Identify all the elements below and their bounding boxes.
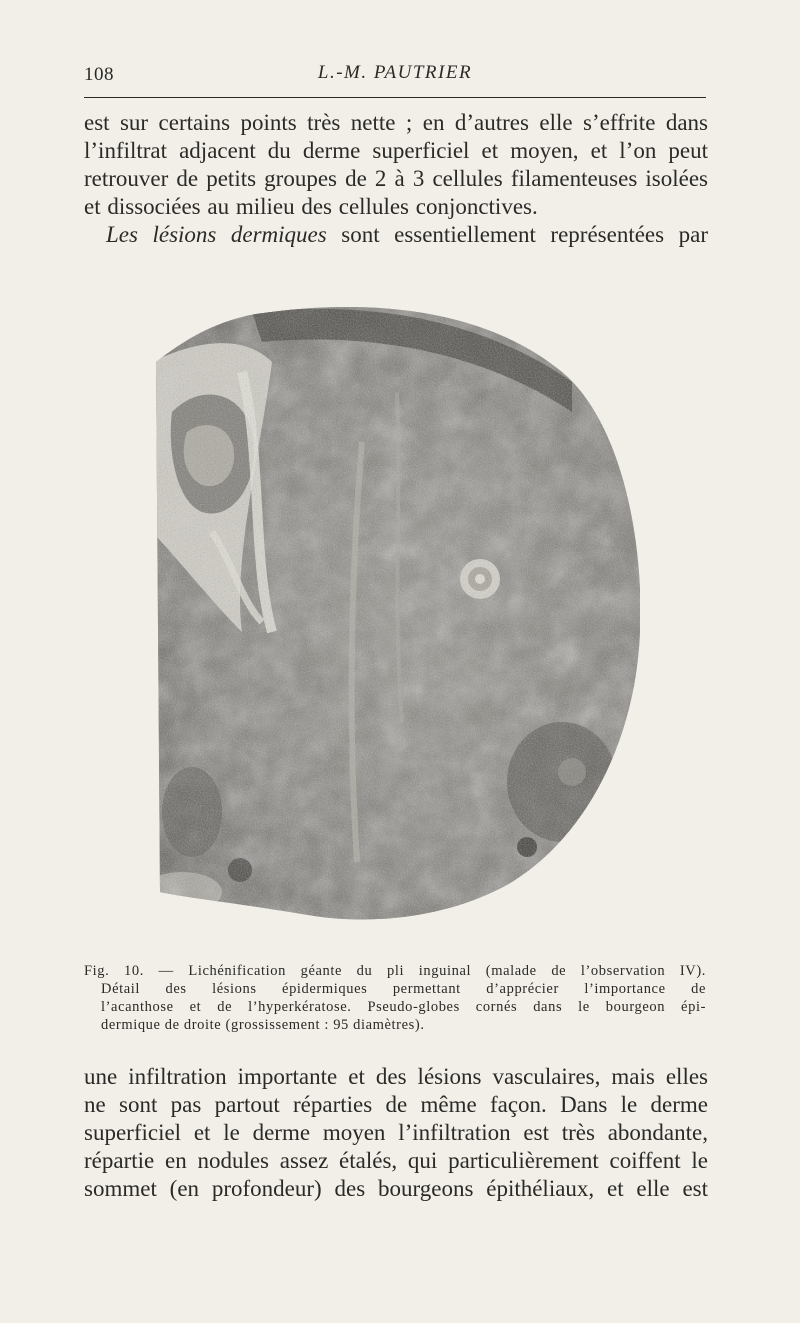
paragraph-mid [84, 221, 708, 249]
italic-lead: Les lésions dermiques [106, 222, 327, 247]
caption-line: l’acanthose et de l’hyperkératose. Pseudo-globes cornés dans le bourgeon épi- [101, 999, 706, 1015]
micrograph-image [152, 302, 640, 924]
text-line: sommet (en profondeur) des bourgeons épithéliaux, et elle est [84, 1176, 708, 1201]
page-number: 108 [84, 64, 114, 85]
page-header [84, 60, 706, 90]
text-line [84, 221, 708, 249]
paragraph-bottom [84, 1063, 708, 1203]
text-line: et dissociées au milieu des cellules conjonctives. [84, 194, 538, 219]
running-title: L.-M. PAUTRIER [317, 62, 473, 83]
text-line: ne sont pas partout réparties de même façon. Dans le derme [84, 1092, 708, 1117]
paragraph-top [84, 109, 708, 221]
text-line: une infiltration importante et des lésions vasculaires, mais elles [84, 1064, 708, 1089]
caption-line: dermique de droite (grossissement : 95 diamètres). [101, 1017, 425, 1033]
text-line: l’infiltrat adjacent du derme superficiel et moyen, et l’on peut [84, 138, 708, 163]
text-line: retrouver de petits groupes de 2 à 3 cellules filamenteuses isolées [84, 166, 708, 191]
text-continuation: sont essentiellement représentées par [326, 222, 708, 247]
micrograph-figure [152, 302, 640, 924]
text-line: superficiel et le derme moyen l’infiltration est très abondante, [84, 1120, 708, 1145]
header-rule [84, 97, 706, 98]
text-line: répartie en nodules assez étalés, qui particulièrement coiffent le [84, 1148, 708, 1173]
text-line: est sur certains points très nette ; en d’autres elle s’effrite dans [84, 110, 708, 135]
figure-caption [84, 962, 706, 1034]
caption-line: Fig. 10. — Lichénification géante du pli inguinal (malade de l’observation IV). [84, 963, 706, 979]
caption-line: Détail des lésions épidermiques permettant d’apprécier l’importance de [101, 981, 706, 997]
